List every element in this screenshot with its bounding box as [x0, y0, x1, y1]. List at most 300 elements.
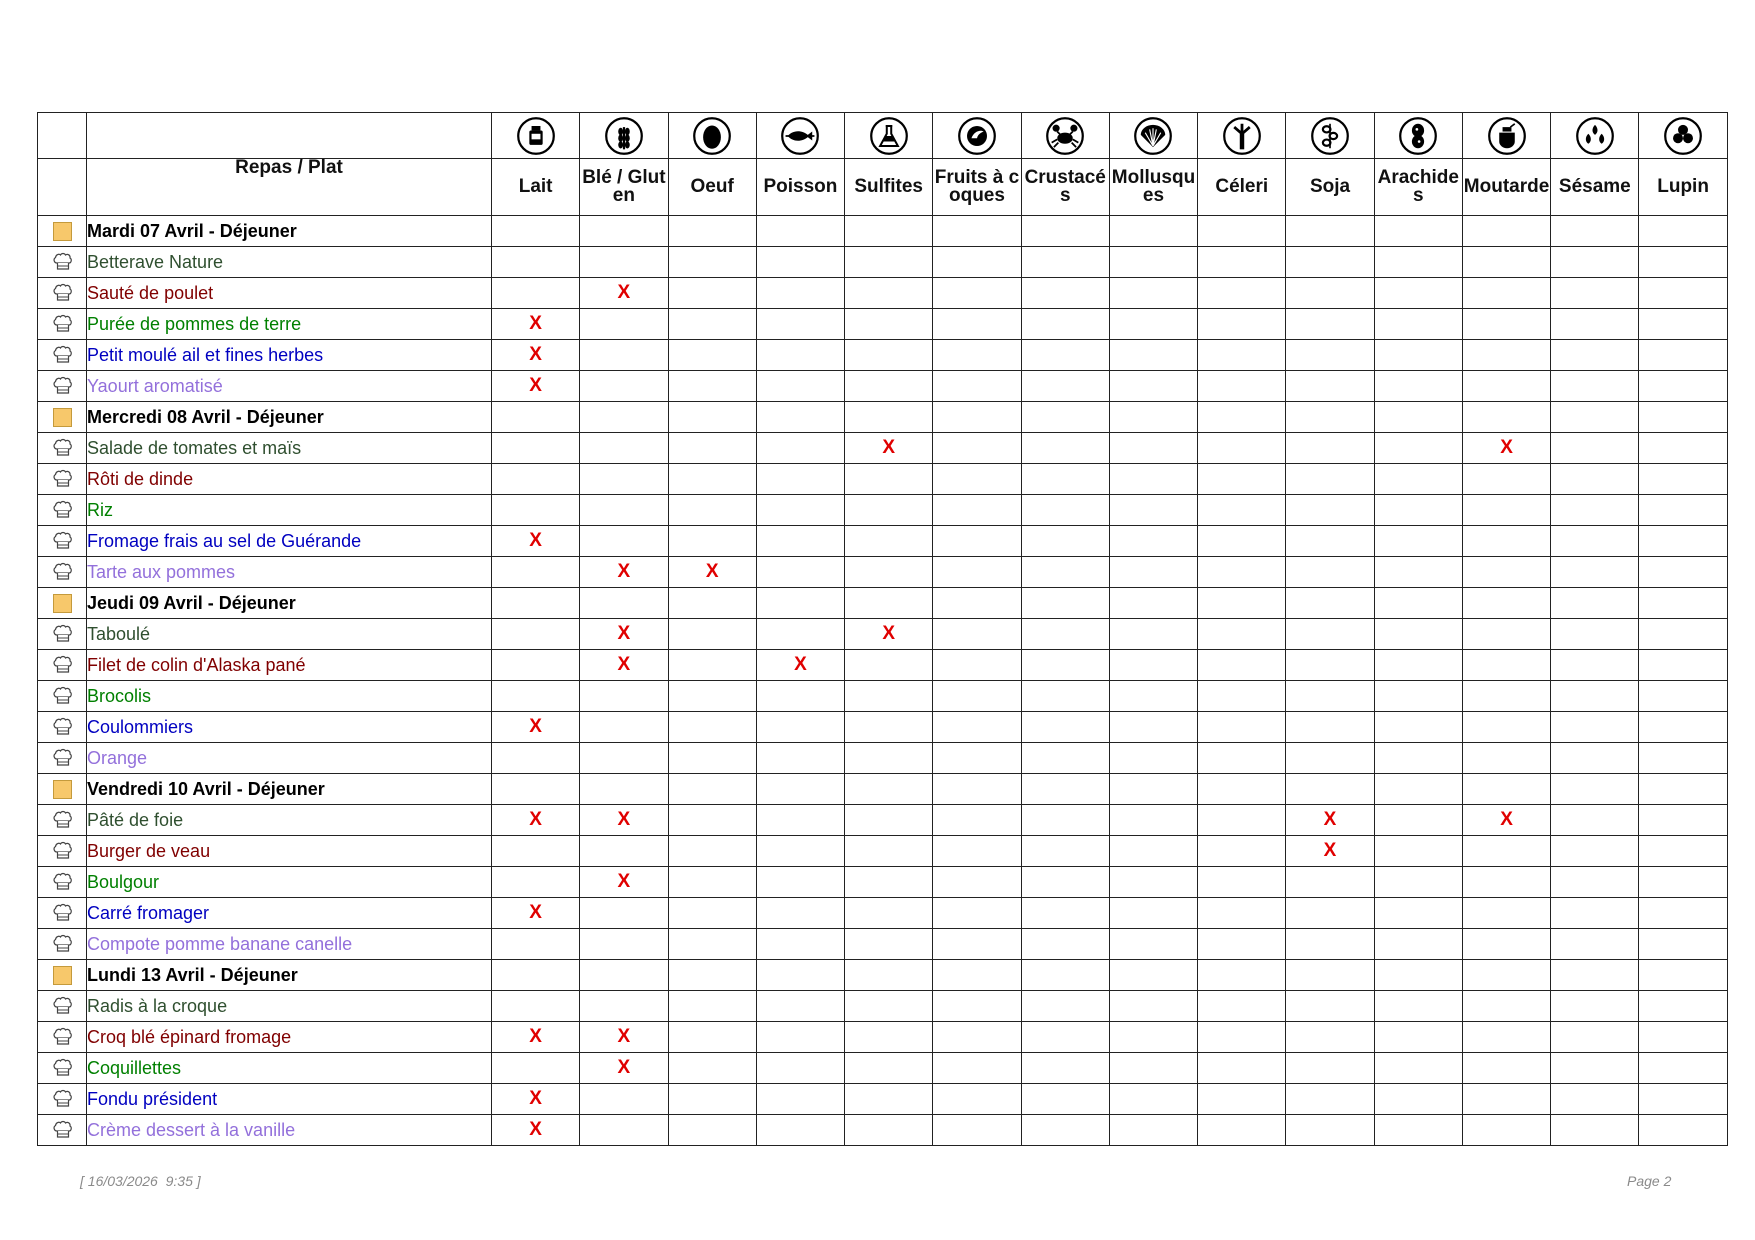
allergen-cell-empty	[668, 526, 756, 557]
row-type-cell	[38, 960, 87, 991]
allergen-cell-empty	[1198, 433, 1286, 464]
allergen-cell-empty	[933, 1022, 1021, 1053]
chef-hat-icon	[51, 933, 73, 955]
allergen-cell-empty	[933, 712, 1021, 743]
allergen-cell-empty	[1374, 681, 1462, 712]
allergen-cell-empty	[492, 588, 580, 619]
allergen-cell-empty	[1374, 991, 1462, 1022]
allergen-header-sesame: Sésame	[1551, 159, 1639, 216]
allergen-cell-empty	[1021, 309, 1109, 340]
allergen-cell-empty	[1109, 991, 1197, 1022]
allergen-cell-empty	[933, 464, 1021, 495]
allergen-cell-empty	[933, 681, 1021, 712]
dish-name: Orange	[87, 743, 492, 774]
allergen-cell-empty	[1374, 1115, 1462, 1146]
allergen-cell-empty	[1639, 1053, 1727, 1084]
allergen-cell-empty	[1021, 619, 1109, 650]
chef-hat-icon	[51, 251, 73, 273]
allergen-cell-empty	[668, 371, 756, 402]
allergen-cell-empty	[1462, 247, 1550, 278]
allergen-cell-empty	[1286, 1053, 1374, 1084]
allergen-cell-empty	[1021, 371, 1109, 402]
allergen-cell-empty	[1109, 278, 1197, 309]
allergen-icon-cell	[1551, 113, 1639, 159]
dish-name: Salade de tomates et maïs	[87, 433, 492, 464]
allergen-cell-empty	[933, 619, 1021, 650]
allergen-cell-empty	[1462, 960, 1550, 991]
allergen-cell-empty	[1462, 340, 1550, 371]
allergen-cell-empty	[1286, 526, 1374, 557]
allergen-cell-empty	[668, 340, 756, 371]
allergen-cell-empty	[1109, 619, 1197, 650]
allergen-cell-empty	[1462, 588, 1550, 619]
allergen-cell-empty	[1639, 805, 1727, 836]
allergen-cell-empty	[668, 278, 756, 309]
row-type-cell	[38, 340, 87, 371]
allergen-header-flask: Sulfites	[845, 159, 933, 216]
allergen-header-soy: Soja	[1286, 159, 1374, 216]
dish-row	[38, 1115, 1728, 1146]
allergen-cell-empty	[1551, 743, 1639, 774]
day-label: Lundi 13 Avril - Déjeuner	[87, 960, 492, 991]
allergen-cell-empty	[1462, 216, 1550, 247]
allergen-cell-empty	[756, 960, 844, 991]
allergen-cell-empty	[1374, 433, 1462, 464]
dish-name: Brocolis	[87, 681, 492, 712]
allergen-cell-empty	[1109, 216, 1197, 247]
allergen-cell-empty	[933, 588, 1021, 619]
allergen-cell-empty	[845, 278, 933, 309]
allergen-cell-empty	[845, 836, 933, 867]
fish-icon	[780, 116, 820, 156]
allergen-icon-cell	[580, 113, 668, 159]
lupin-icon	[1663, 116, 1703, 156]
dish-row	[38, 340, 1728, 371]
allergen-cell-empty	[845, 340, 933, 371]
allergen-mark: X	[492, 309, 580, 340]
chef-hat-icon	[51, 313, 73, 335]
allergen-cell-empty	[1286, 340, 1374, 371]
allergen-cell-empty	[756, 216, 844, 247]
allergen-cell-empty	[580, 991, 668, 1022]
allergen-cell-empty	[756, 898, 844, 929]
wheat-icon	[604, 116, 644, 156]
allergen-cell-empty	[580, 774, 668, 805]
dish-name: Boulgour	[87, 867, 492, 898]
allergen-cell-empty	[933, 402, 1021, 433]
chef-hat-icon	[51, 716, 73, 738]
allergen-cell-empty	[1639, 929, 1727, 960]
row-type-cell	[38, 1053, 87, 1084]
allergen-cell-empty	[668, 650, 756, 681]
allergen-cell-empty	[1198, 1115, 1286, 1146]
allergen-cell-empty	[1551, 836, 1639, 867]
dish-row	[38, 495, 1728, 526]
allergen-cell-empty	[1639, 1084, 1727, 1115]
allergen-cell-empty	[1109, 712, 1197, 743]
allergen-cell-empty	[845, 588, 933, 619]
allergen-cell-empty	[1286, 743, 1374, 774]
allergen-cell-empty	[1639, 774, 1727, 805]
allergen-cell-empty	[1374, 712, 1462, 743]
allergen-cell-empty	[580, 340, 668, 371]
allergen-cell-empty	[845, 247, 933, 278]
allergen-header-mustard: Moutarde	[1462, 159, 1550, 216]
allergen-cell-empty	[1462, 1022, 1550, 1053]
allergen-cell-empty	[492, 960, 580, 991]
row-type-cell	[38, 433, 87, 464]
allergen-cell-empty	[492, 495, 580, 526]
allergen-cell-empty	[1551, 619, 1639, 650]
allergen-cell-empty	[668, 464, 756, 495]
row-type-cell	[38, 991, 87, 1022]
allergen-cell-empty	[580, 898, 668, 929]
allergen-cell-empty	[933, 371, 1021, 402]
crab-icon	[1045, 116, 1085, 156]
allergen-cell-empty	[756, 867, 844, 898]
allergen-cell-empty	[1639, 867, 1727, 898]
allergen-cell-empty	[1198, 247, 1286, 278]
allergen-mark: X	[492, 712, 580, 743]
allergen-cell-empty	[1551, 433, 1639, 464]
allergen-cell-empty	[756, 557, 844, 588]
allergen-mark: X	[580, 619, 668, 650]
day-header-row	[38, 774, 1728, 805]
allergen-cell-empty	[1462, 495, 1550, 526]
allergen-cell-empty	[1462, 557, 1550, 588]
allergen-cell-empty	[1462, 991, 1550, 1022]
allergen-cell-empty	[933, 929, 1021, 960]
row-type-cell	[38, 805, 87, 836]
allergen-cell-empty	[1374, 1084, 1462, 1115]
allergen-cell-empty	[933, 1053, 1021, 1084]
dish-column-header: Repas / Plat	[87, 159, 492, 216]
allergen-cell-empty	[1109, 526, 1197, 557]
allergen-cell-empty	[1462, 867, 1550, 898]
allergen-cell-empty	[1374, 247, 1462, 278]
allergen-cell-empty	[1462, 619, 1550, 650]
allergen-cell-empty	[1286, 309, 1374, 340]
allergen-cell-empty	[845, 681, 933, 712]
allergen-mark: X	[580, 1053, 668, 1084]
allergen-cell-empty	[845, 371, 933, 402]
allergen-cell-empty	[668, 1053, 756, 1084]
milk-icon	[516, 116, 556, 156]
allergen-cell-empty	[1639, 278, 1727, 309]
allergen-cell-empty	[668, 247, 756, 278]
allergen-cell-empty	[845, 1022, 933, 1053]
chef-hat-icon	[51, 871, 73, 893]
allergen-cell-empty	[492, 650, 580, 681]
allergen-header-lupin: Lupin	[1639, 159, 1727, 216]
allergen-cell-empty	[1551, 681, 1639, 712]
allergen-cell-empty	[756, 991, 844, 1022]
allergen-cell-empty	[1021, 991, 1109, 1022]
allergen-cell-empty	[1021, 774, 1109, 805]
dish-name: Purée de pommes de terre	[87, 309, 492, 340]
allergen-cell-empty	[1286, 929, 1374, 960]
allergen-cell-empty	[1374, 371, 1462, 402]
row-type-cell	[38, 1115, 87, 1146]
allergen-cell-empty	[1198, 991, 1286, 1022]
allergen-cell-empty	[756, 340, 844, 371]
allergen-cell-empty	[1551, 650, 1639, 681]
allergen-cell-empty	[1109, 1053, 1197, 1084]
allergen-cell-empty	[1551, 278, 1639, 309]
allergen-cell-empty	[845, 898, 933, 929]
allergen-cell-empty	[668, 960, 756, 991]
allergen-cell-empty	[1551, 309, 1639, 340]
day-label: Vendredi 10 Avril - Déjeuner	[87, 774, 492, 805]
row-type-cell	[38, 1084, 87, 1115]
allergen-cell-empty	[1198, 681, 1286, 712]
allergen-cell-empty	[1462, 1115, 1550, 1146]
allergen-cell-empty	[1639, 836, 1727, 867]
allergen-cell-empty	[1639, 526, 1727, 557]
allergen-cell-empty	[1286, 650, 1374, 681]
allergen-cell-empty	[492, 464, 580, 495]
row-type-cell	[38, 712, 87, 743]
dish-name: Fondu président	[87, 1084, 492, 1115]
allergen-cell-empty	[756, 526, 844, 557]
icon-row-blank-type	[38, 113, 87, 159]
allergen-cell-empty	[756, 774, 844, 805]
allergen-cell-empty	[1109, 1084, 1197, 1115]
allergen-cell-empty	[845, 526, 933, 557]
allergen-cell-empty	[845, 1115, 933, 1146]
allergen-cell-empty	[1374, 557, 1462, 588]
allergen-cell-empty	[1286, 991, 1374, 1022]
allergen-cell-empty	[1286, 774, 1374, 805]
chef-hat-icon	[51, 499, 73, 521]
flask-icon	[869, 116, 909, 156]
dish-row	[38, 836, 1728, 867]
dish-row	[38, 464, 1728, 495]
allergen-cell-empty	[1639, 557, 1727, 588]
allergen-cell-empty	[1462, 712, 1550, 743]
allergen-cell-empty	[1109, 650, 1197, 681]
allergen-cell-empty	[756, 464, 844, 495]
allergen-cell-empty	[1109, 805, 1197, 836]
allergen-cell-empty	[933, 774, 1021, 805]
allergen-cell-empty	[1551, 495, 1639, 526]
allergen-cell-empty	[1109, 681, 1197, 712]
allergen-cell-empty	[1109, 495, 1197, 526]
dish-row	[38, 1084, 1728, 1115]
allergen-cell-empty	[1021, 929, 1109, 960]
dish-row	[38, 371, 1728, 402]
allergen-cell-empty	[1374, 216, 1462, 247]
row-type-cell	[38, 898, 87, 929]
allergen-cell-empty	[492, 433, 580, 464]
allergen-cell-empty	[1198, 1084, 1286, 1115]
allergen-cell-empty	[1639, 247, 1727, 278]
allergen-cell-empty	[668, 929, 756, 960]
row-type-cell	[38, 743, 87, 774]
dish-row	[38, 650, 1728, 681]
allergen-cell-empty	[1109, 588, 1197, 619]
allergen-cell-empty	[1198, 774, 1286, 805]
allergen-cell-empty	[1198, 495, 1286, 526]
allergen-cell-empty	[1286, 619, 1374, 650]
row-type-cell	[38, 836, 87, 867]
allergen-cell-empty	[1021, 1084, 1109, 1115]
allergen-mark: X	[845, 619, 933, 650]
allergen-cell-empty	[1021, 464, 1109, 495]
allergen-cell-empty	[1551, 1022, 1639, 1053]
allergen-cell-empty	[933, 557, 1021, 588]
allergen-cell-empty	[845, 929, 933, 960]
row-type-cell	[38, 588, 87, 619]
chef-hat-icon	[51, 468, 73, 490]
allergen-cell-empty	[1374, 898, 1462, 929]
allergen-cell-empty	[1109, 1022, 1197, 1053]
allergen-cell-empty	[1021, 898, 1109, 929]
allergen-cell-empty	[1198, 557, 1286, 588]
allergen-cell-empty	[1286, 371, 1374, 402]
allergen-cell-empty	[580, 495, 668, 526]
allergen-mark: X	[1286, 805, 1374, 836]
allergen-cell-empty	[1374, 340, 1462, 371]
allergen-cell-empty	[1374, 309, 1462, 340]
allergen-cell-empty	[580, 743, 668, 774]
allergen-cell-empty	[1286, 867, 1374, 898]
allergen-mark: X	[1462, 433, 1550, 464]
allergen-cell-empty	[1109, 743, 1197, 774]
allergen-mark: X	[492, 340, 580, 371]
allergen-cell-empty	[1109, 402, 1197, 433]
allergen-cell-empty	[1639, 371, 1727, 402]
allergen-cell-empty	[1551, 557, 1639, 588]
allergen-cell-empty	[580, 309, 668, 340]
allergen-cell-empty	[1286, 712, 1374, 743]
allergen-cell-empty	[1021, 557, 1109, 588]
allergen-cell-empty	[1551, 1115, 1639, 1146]
dish-name: Petit moulé ail et fines herbes	[87, 340, 492, 371]
row-type-cell	[38, 867, 87, 898]
dish-row	[38, 898, 1728, 929]
allergen-cell-empty	[1551, 712, 1639, 743]
allergen-cell-empty	[1198, 278, 1286, 309]
allergen-cell-empty	[1462, 526, 1550, 557]
allergen-cell-empty	[1374, 526, 1462, 557]
allergen-cell-empty	[933, 495, 1021, 526]
allergen-cell-empty	[933, 960, 1021, 991]
allergen-cell-empty	[1021, 650, 1109, 681]
day-label: Jeudi 09 Avril - Déjeuner	[87, 588, 492, 619]
allergen-cell-empty	[933, 309, 1021, 340]
allergen-cell-empty	[1286, 557, 1374, 588]
allergen-cell-empty	[1639, 588, 1727, 619]
allergen-cell-empty	[1198, 836, 1286, 867]
allergen-cell-empty	[1551, 774, 1639, 805]
nut-icon	[957, 116, 997, 156]
allergen-cell-empty	[492, 402, 580, 433]
dish-row	[38, 991, 1728, 1022]
allergen-icon-cell	[756, 113, 844, 159]
allergen-cell-empty	[668, 495, 756, 526]
allergen-cell-empty	[668, 588, 756, 619]
allergen-header-milk: Lait	[492, 159, 580, 216]
allergen-cell-empty	[1021, 1115, 1109, 1146]
allergen-cell-empty	[1551, 247, 1639, 278]
allergen-cell-empty	[1198, 960, 1286, 991]
dish-name: Radis à la croque	[87, 991, 492, 1022]
allergen-cell-empty	[1374, 619, 1462, 650]
allergen-cell-empty	[1462, 774, 1550, 805]
row-type-cell	[38, 495, 87, 526]
allergen-cell-empty	[1462, 898, 1550, 929]
allergen-cell-empty	[845, 402, 933, 433]
dish-name: Betterave Nature	[87, 247, 492, 278]
allergen-cell-empty	[492, 247, 580, 278]
allergen-cell-empty	[1462, 278, 1550, 309]
allergen-cell-empty	[1109, 960, 1197, 991]
allergen-cell-empty	[1198, 650, 1286, 681]
allergen-cell-empty	[1109, 929, 1197, 960]
allergen-icon-cell	[1462, 113, 1550, 159]
allergen-cell-empty	[756, 402, 844, 433]
allergen-cell-empty	[1462, 1053, 1550, 1084]
allergen-cell-empty	[1109, 836, 1197, 867]
allergen-cell-empty	[1286, 1084, 1374, 1115]
allergen-cell-empty	[580, 371, 668, 402]
allergen-cell-empty	[845, 712, 933, 743]
allergen-cell-empty	[492, 619, 580, 650]
icon-row-blank-name	[87, 113, 492, 159]
day-marker-icon	[53, 222, 72, 241]
allergen-cell-empty	[1639, 1022, 1727, 1053]
allergen-cell-empty	[1639, 1115, 1727, 1146]
day-label: Mardi 07 Avril - Déjeuner	[87, 216, 492, 247]
allergen-cell-empty	[1286, 433, 1374, 464]
allergen-icon-cell	[492, 113, 580, 159]
allergen-icon-row	[38, 113, 1728, 159]
allergen-cell-empty	[845, 774, 933, 805]
dish-name: Carré fromager	[87, 898, 492, 929]
allergen-cell-empty	[933, 836, 1021, 867]
allergen-cell-empty	[1021, 402, 1109, 433]
allergen-cell-empty	[1551, 898, 1639, 929]
dish-row	[38, 526, 1728, 557]
allergen-cell-empty	[580, 247, 668, 278]
dish-row	[38, 433, 1728, 464]
allergen-cell-empty	[845, 743, 933, 774]
day-marker-icon	[53, 780, 72, 799]
allergen-cell-empty	[580, 681, 668, 712]
allergen-cell-empty	[1551, 588, 1639, 619]
allergen-cell-empty	[1021, 743, 1109, 774]
allergen-cell-empty	[1551, 526, 1639, 557]
allergen-cell-empty	[1374, 805, 1462, 836]
row-type-cell	[38, 681, 87, 712]
allergen-cell-empty	[1462, 929, 1550, 960]
allergen-cell-empty	[1198, 526, 1286, 557]
allergen-cell-empty	[933, 991, 1021, 1022]
row-type-cell	[38, 464, 87, 495]
dish-row	[38, 309, 1728, 340]
day-marker-icon	[53, 594, 72, 613]
soy-icon	[1310, 116, 1350, 156]
allergen-cell-empty	[1462, 743, 1550, 774]
allergen-cell-empty	[845, 805, 933, 836]
dish-row	[38, 1022, 1728, 1053]
allergen-cell-empty	[756, 836, 844, 867]
allergen-cell-empty	[933, 216, 1021, 247]
allergen-cell-empty	[933, 340, 1021, 371]
row-type-cell	[38, 278, 87, 309]
menu-rows	[38, 216, 1728, 1146]
